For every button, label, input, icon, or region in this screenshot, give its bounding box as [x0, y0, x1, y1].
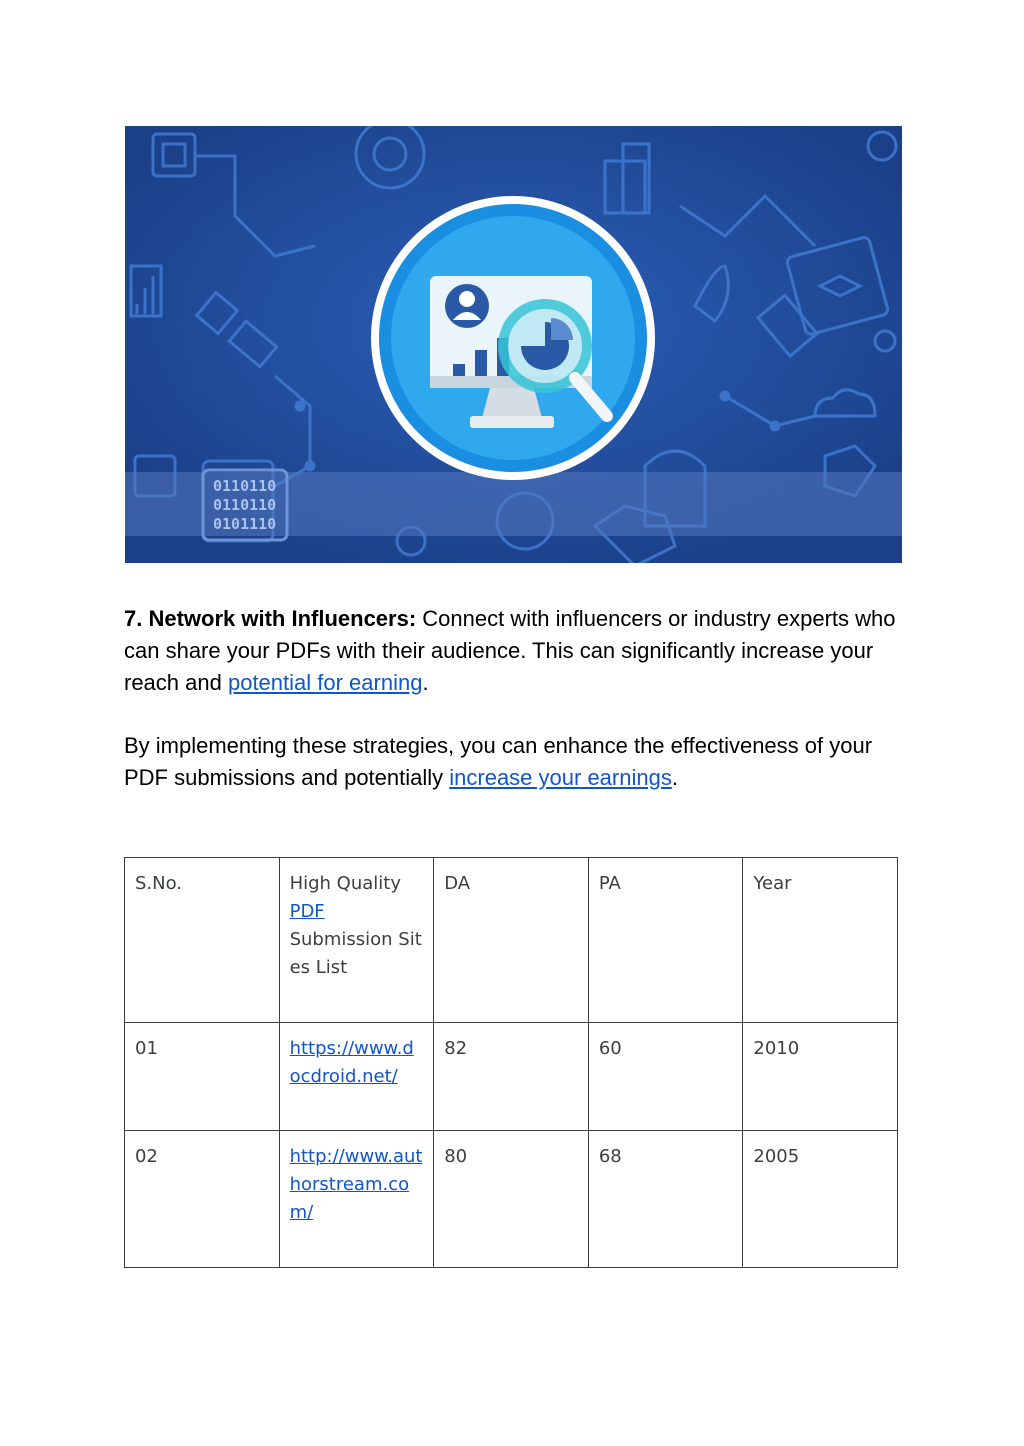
header-sites-list: [279, 858, 434, 1023]
increase-your-earnings-link[interactable]: increase your earnings: [449, 765, 672, 790]
header-year: Year: [743, 858, 898, 1023]
header-sites-prefix: High Quality: [289, 873, 402, 894]
row-pa: 60: [588, 1023, 743, 1131]
row-sno: 02: [125, 1131, 280, 1268]
hero-image: [125, 126, 902, 563]
section-7-paragraph: [124, 603, 904, 699]
section-7-heading: 7. Network with Influencers:: [124, 606, 417, 631]
header-sno: S.No.: [125, 858, 280, 1023]
binary-row-3: 0101110: [213, 515, 277, 533]
row-da: 80: [434, 1131, 589, 1268]
row-pa: 68: [588, 1131, 743, 1268]
monitor-icon: [371, 196, 655, 480]
binary-row-1: 0110110: [213, 477, 277, 495]
row-year: 2010: [743, 1023, 898, 1131]
pdf-link[interactable]: PDF: [289, 901, 325, 922]
row-year: 2005: [743, 1131, 898, 1268]
conclusion-text: By implementing these strategies, you can enhance the effectiveness of your PDF submissions and potentially: [124, 733, 873, 790]
table-row: [125, 1023, 898, 1131]
section-7-text: Connect with influencers or industry experts who can share your PDFs with their audience. This can significantly increase your reach and: [124, 606, 896, 695]
header-da: DA: [434, 858, 589, 1023]
header-pa: PA: [588, 858, 743, 1023]
conclusion-paragraph: [124, 730, 904, 794]
row-da: 82: [434, 1023, 589, 1131]
row-site-cell: [279, 1023, 434, 1131]
table-header-row: [125, 858, 898, 1023]
binary-row-2: 0110110: [213, 496, 277, 514]
performance-monitoring-illustration: [125, 126, 902, 563]
potential-for-earning-link[interactable]: potential for earning: [227, 670, 423, 695]
table-row: [125, 1131, 898, 1268]
binary-code-icon: [203, 470, 287, 540]
conclusion-text-end: .: [671, 765, 678, 790]
section-7-text-end: .: [422, 670, 429, 695]
row-sno: 01: [125, 1023, 280, 1131]
row-site-cell: [279, 1131, 434, 1268]
site-url-link[interactable]: https://www.docdroid.net/: [289, 1038, 414, 1087]
site-url-link[interactable]: http://www.authorstream.com/: [289, 1146, 423, 1223]
header-sites-suffix: Submission Sites List: [289, 929, 422, 978]
pdf-submission-sites-table: [124, 857, 898, 1268]
